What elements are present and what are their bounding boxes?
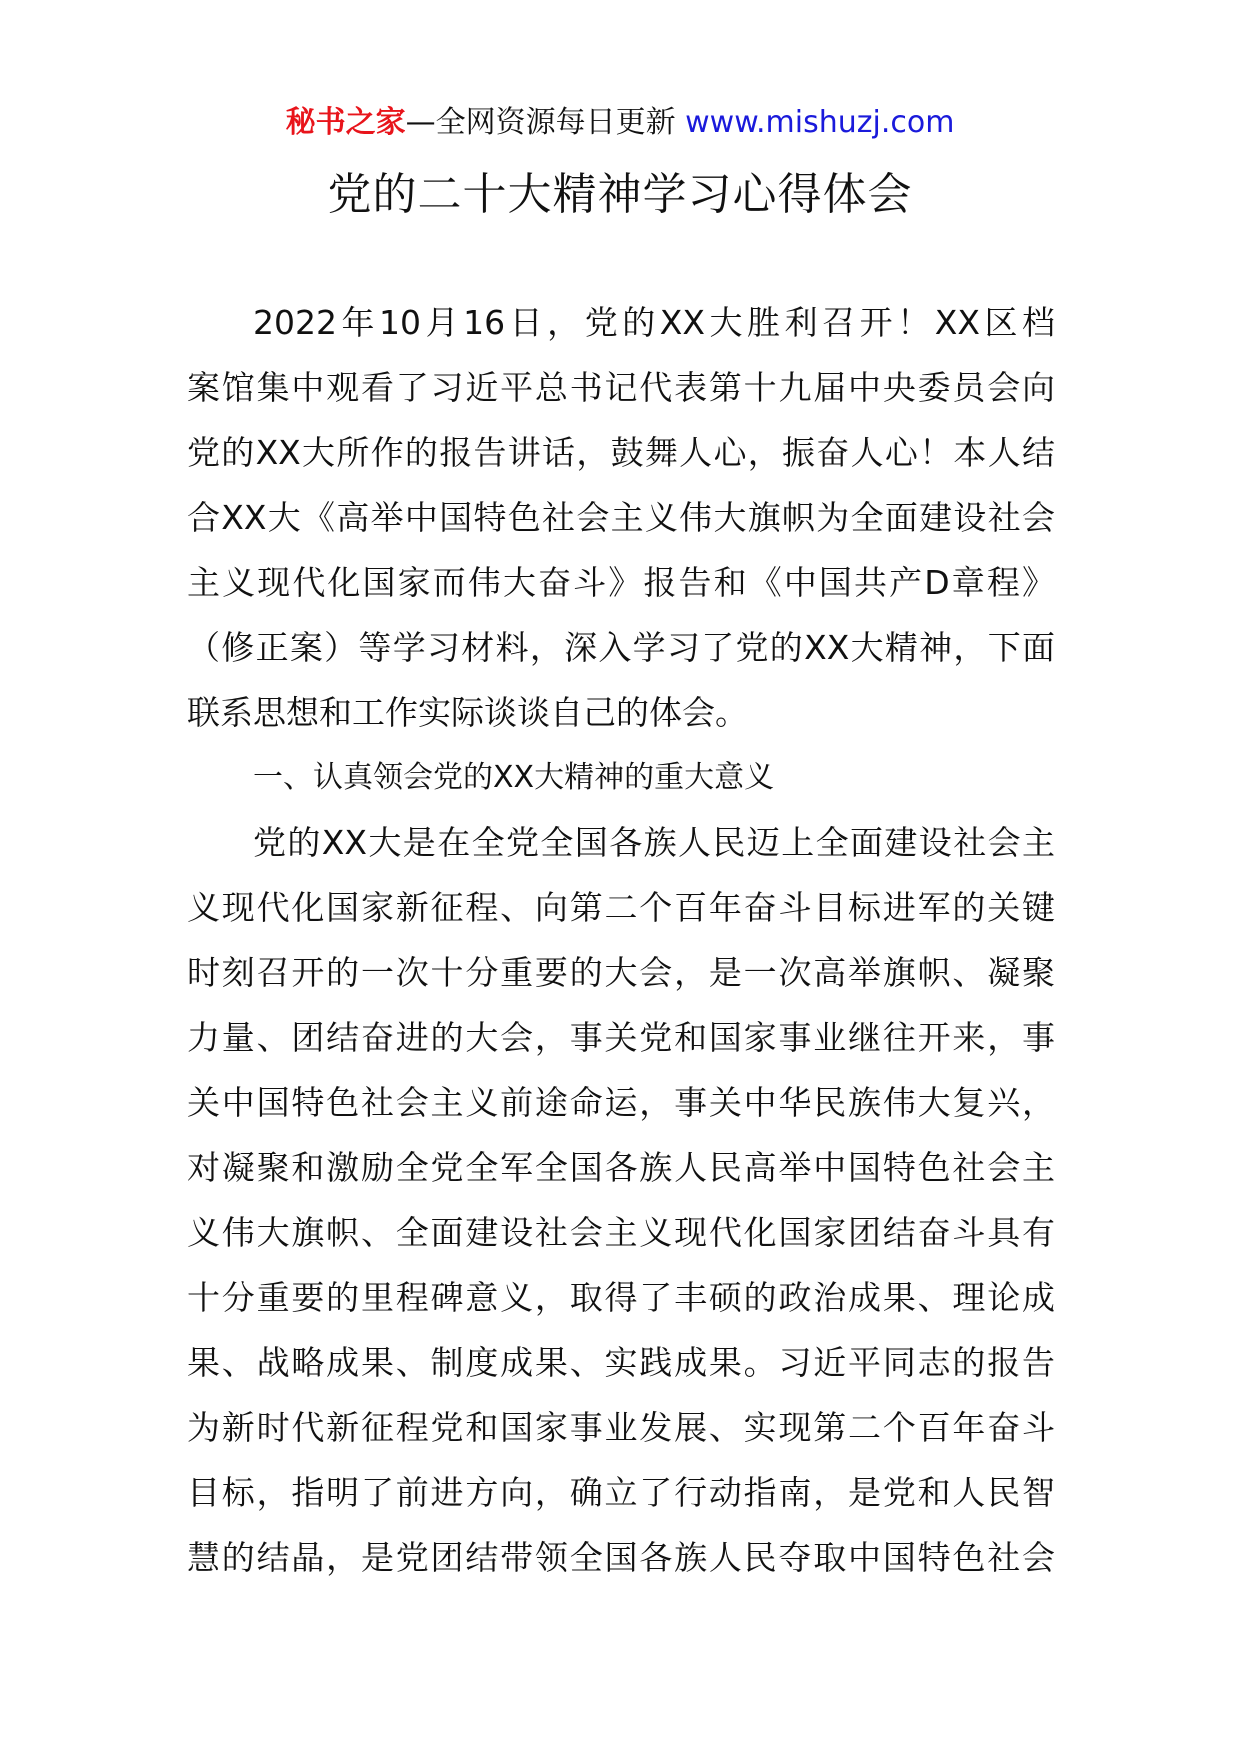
paragraph-line: 力量、团结奋进的大会，事关党和国家事业继往开来，事 — [187, 1018, 1055, 1057]
document-body — [187, 290, 1055, 1590]
paragraph-line: 为新时代新征程党和国家事业发展、实现第二个百年奋斗 — [187, 1408, 1055, 1447]
paragraph-line: 联系思想和工作实际谈谈自己的体会。 — [187, 693, 748, 732]
paragraph-significance — [187, 810, 1055, 1590]
site-url-link[interactable]: www.mishuzj.com — [685, 105, 955, 140]
paragraph-intro — [187, 290, 1055, 745]
paragraph-line: 关中国特色社会主义前途命运，事关中华民族伟大复兴， — [187, 1083, 1055, 1122]
document-title: 党的二十大精神学习心得体会 — [327, 169, 913, 220]
paragraph-line: 时刻召开的一次十分重要的大会，是一次高举旗帜、凝聚 — [187, 953, 1055, 992]
paragraph-line: 果、战略成果、制度成果、实践成果。习近平同志的报告 — [187, 1343, 1055, 1382]
paragraph-line: 案馆集中观看了习近平总书记代表第十九届中央委员会向 — [187, 368, 1055, 407]
site-slogan: —全网资源每日更新 — [405, 105, 676, 140]
paragraph-line: 党的XX大是在全党全国各族人民迈上全面建设社会主 — [253, 823, 1055, 862]
paragraph-line: 目标，指明了前进方向，确立了行动指南，是党和人民智 — [187, 1473, 1055, 1512]
paragraph-line: 十分重要的里程碑意义，取得了丰硕的政治成果、理论成 — [187, 1278, 1055, 1317]
paragraph-line: 党的XX大所作的报告讲话，鼓舞人心，振奋人心！本人结 — [187, 433, 1055, 472]
paragraph-line: 义伟大旗帜、全面建设社会主义现代化国家团结奋斗具有 — [187, 1213, 1055, 1252]
brand-name: 秘书之家 — [285, 105, 406, 140]
paragraph-line: 2022年10月16日，党的XX大胜利召开！XX区档 — [253, 303, 1055, 342]
paragraph-line: （修正案）等学习材料，深入学习了党的XX大精神，下面 — [187, 628, 1055, 667]
paragraph-line: 主义现代化国家而伟大奋斗》报告和《中国共产D章程》 — [187, 563, 1055, 602]
section-heading: 一、认真领会党的XX大精神的重大意义 — [253, 760, 775, 795]
paragraph-line: 对凝聚和激励全党全军全国各族人民高举中国特色社会主 — [187, 1148, 1055, 1187]
paragraph-line: 合XX大《高举中国特色社会主义伟大旗帜为全面建设社会 — [187, 498, 1055, 537]
site-header — [0, 100, 1240, 146]
paragraph-line: 慧的结晶，是党团结带领全国各族人民夺取中国特色社会 — [187, 1538, 1055, 1577]
paragraph-line: 义现代化国家新征程、向第二个百年奋斗目标进军的关键 — [187, 888, 1055, 927]
